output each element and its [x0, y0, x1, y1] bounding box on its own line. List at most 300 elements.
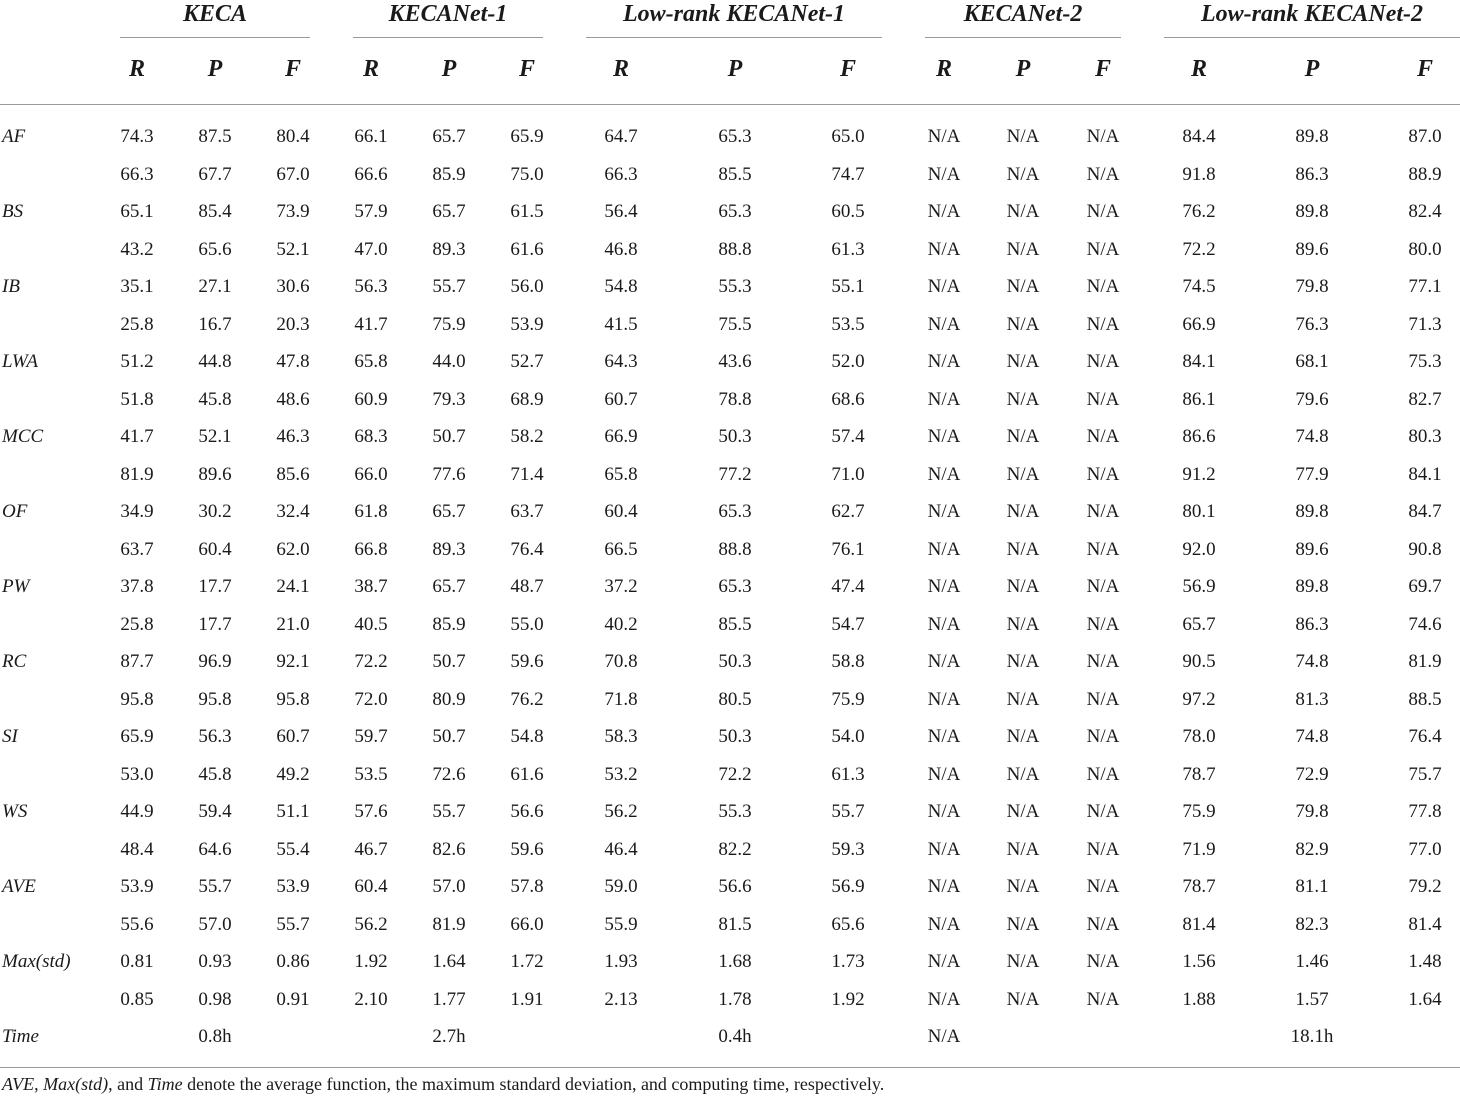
table-cell: N/A	[1006, 501, 1040, 522]
table-cell: 55.6	[120, 913, 154, 935]
table-cell: 45.8	[198, 763, 232, 785]
group-underline	[925, 37, 1121, 38]
table-cell: 60.9	[354, 388, 388, 410]
table-cell: 21.0	[276, 613, 310, 635]
table-cell: N/A	[1086, 726, 1120, 747]
table-cell: 78.7	[1182, 763, 1216, 785]
row-label: MCC	[2, 426, 44, 447]
table-cell: 62.7	[831, 501, 865, 522]
table-cell: 79.2	[1408, 876, 1442, 897]
column-header: F	[284, 56, 301, 82]
table-cell: 81.9	[432, 913, 466, 935]
table-cell: 56.4	[604, 201, 638, 222]
table-cell: 56.3	[354, 276, 388, 297]
table-cell: 46.3	[276, 426, 310, 447]
table-cell: N/A	[927, 126, 961, 147]
table-cell: 54.8	[604, 276, 638, 297]
table-cell: 55.3	[718, 801, 752, 822]
table-cell: 46.8	[604, 238, 638, 260]
table-cell: N/A	[927, 538, 961, 560]
table-cell: 80.1	[1182, 501, 1216, 522]
table-cell: 76.1	[831, 538, 865, 560]
table-cell: 88.9	[1408, 163, 1442, 185]
table-cell: 63.7	[120, 538, 154, 560]
table-cell: 47.8	[276, 351, 310, 372]
table-cell: 57.6	[354, 801, 388, 822]
table-cell: 65.7	[432, 201, 466, 222]
table-cell: 57.9	[354, 201, 388, 222]
table-cell: 43.6	[718, 351, 752, 372]
table-cell: N/A	[1086, 913, 1120, 935]
table-cell: 52.7	[510, 351, 544, 372]
table-cell: 1.92	[354, 951, 388, 972]
table-cell: 49.2	[276, 763, 310, 785]
table-cell: 77.0	[1408, 838, 1442, 860]
table-cell: 57.0	[198, 913, 232, 935]
table-cell: 68.6	[831, 388, 865, 410]
table-cell: 81.1	[1295, 876, 1329, 897]
column-header: R	[362, 56, 379, 82]
row-label: RC	[2, 651, 27, 672]
table-cell: 87.0	[1408, 126, 1442, 147]
table-cell: 50.3	[718, 426, 752, 447]
table-cell: 55.7	[276, 913, 310, 935]
table-cell: 61.6	[510, 763, 544, 785]
table-cell: N/A	[1006, 763, 1040, 785]
table-cell: 24.1	[276, 576, 310, 597]
group-underline	[353, 37, 543, 38]
table-cell: N/A	[1006, 463, 1040, 485]
table-cell: 86.6	[1182, 426, 1216, 447]
table-cell: 1.78	[718, 988, 752, 1010]
table-cell: 54.8	[510, 726, 544, 747]
table-footnote	[2, 1073, 884, 1095]
table-cell: N/A	[1006, 276, 1040, 297]
table-cell: 82.4	[1408, 201, 1442, 222]
table-cell: 55.4	[276, 838, 310, 860]
table-cell: 25.8	[120, 313, 154, 335]
column-header: F	[1094, 56, 1111, 82]
table-cell: 68.9	[510, 388, 544, 410]
table-cell: 75.9	[831, 688, 865, 710]
row-label: BS	[2, 201, 24, 222]
table-cell: 79.8	[1295, 276, 1329, 297]
table-cell: N/A	[1086, 651, 1120, 672]
table-cell: 59.6	[510, 838, 544, 860]
table-cell: 60.7	[604, 388, 638, 410]
table-cell: 53.0	[120, 763, 154, 785]
table-cell: 65.7	[432, 576, 466, 597]
table-cell: 55.3	[718, 276, 752, 297]
table-cell: 50.7	[432, 726, 466, 747]
table-cell: 66.1	[354, 126, 388, 147]
table-cell: 66.3	[604, 163, 638, 185]
table-cell: 68.1	[1295, 351, 1329, 372]
table-cell: 50.7	[432, 651, 466, 672]
table-cell: 82.9	[1295, 838, 1329, 860]
table-cell: 87.5	[198, 126, 232, 147]
table-cell: 53.2	[604, 763, 638, 785]
table-cell: 78.0	[1182, 726, 1216, 747]
table-cell: N/A	[927, 238, 961, 260]
table-cell: 89.6	[1295, 538, 1329, 560]
table-cell: 65.3	[718, 501, 752, 522]
table-cell: N/A	[1006, 426, 1040, 447]
table-cell: N/A	[1086, 313, 1120, 335]
table-cell: N/A	[1086, 163, 1120, 185]
table-cell: 64.6	[198, 838, 232, 860]
table-cell: 1.48	[1408, 951, 1442, 972]
table-cell: N/A	[927, 276, 961, 297]
table-cell: 61.6	[510, 238, 544, 260]
table-cell: 72.2	[1182, 238, 1216, 260]
group-header: KECANet-1	[388, 1, 508, 27]
table-cell: 58.8	[831, 651, 865, 672]
table-cell: N/A	[927, 838, 961, 860]
table-cell: 84.7	[1408, 501, 1442, 522]
column-header: F	[1416, 56, 1433, 82]
table-cell: 55.7	[198, 876, 232, 897]
table-cell: N/A	[1006, 313, 1040, 335]
table-cell: 37.8	[120, 576, 154, 597]
table-cell: 78.8	[718, 388, 752, 410]
table-cell: 53.9	[276, 876, 310, 897]
table-cell: 56.3	[198, 726, 232, 747]
table-cell: 52.0	[831, 351, 865, 372]
table-cell: 1.68	[718, 951, 752, 972]
table-cell: 1.64	[432, 951, 466, 972]
row-label: AVE	[2, 876, 36, 897]
table-cell: 61.5	[510, 201, 544, 222]
table-cell: N/A	[1086, 463, 1120, 485]
table-cell: 76.3	[1295, 313, 1329, 335]
table-cell: N/A	[927, 463, 961, 485]
table-cell: 1.92	[831, 988, 865, 1010]
table-cell: 65.6	[198, 238, 232, 260]
table-cell: 89.3	[432, 238, 466, 260]
table-cell: N/A	[927, 426, 961, 447]
table-cell: N/A	[1006, 988, 1040, 1010]
row-label: SI	[2, 726, 18, 747]
table-cell: 40.5	[354, 613, 388, 635]
table-cell: 65.8	[354, 351, 388, 372]
table-cell: 30.6	[276, 276, 310, 297]
table-cell: 0.91	[276, 988, 310, 1010]
footnote-term-time: Time	[147, 1074, 183, 1094]
table-cell: N/A	[927, 163, 961, 185]
table-cell: 51.1	[276, 801, 310, 822]
table-cell: 81.4	[1408, 913, 1442, 935]
table-cell: 57.0	[432, 876, 466, 897]
table-cell: 65.3	[718, 201, 752, 222]
table-cell: 54.7	[831, 613, 865, 635]
table-cell: 77.1	[1408, 276, 1442, 297]
table-cell: 75.7	[1408, 763, 1442, 785]
table-cell: 53.5	[831, 313, 865, 335]
column-header: P	[207, 56, 223, 82]
table-cell: 47.4	[831, 576, 865, 597]
table-cell: 45.8	[198, 388, 232, 410]
table-cell: N/A	[927, 801, 961, 822]
table-cell: 30.2	[198, 501, 232, 522]
table-cell: 56.9	[831, 876, 865, 897]
table-cell: 60.7	[276, 726, 310, 747]
table-cell: 1.64	[1408, 988, 1442, 1010]
table-cell: 95.8	[120, 688, 154, 710]
table-cell: N/A	[1006, 388, 1040, 410]
table-cell: N/A	[1086, 951, 1120, 972]
table-cell: 77.8	[1408, 801, 1442, 822]
table-cell: 75.3	[1408, 351, 1442, 372]
table-cell: N/A	[1086, 988, 1120, 1010]
table-cell: 17.7	[198, 576, 232, 597]
table-cell: 60.4	[198, 538, 232, 560]
table-cell: 66.9	[604, 426, 638, 447]
table-cell: 65.8	[604, 463, 638, 485]
table-cell: N/A	[1006, 238, 1040, 260]
table-cell: 55.7	[432, 276, 466, 297]
table-cell: N/A	[1006, 651, 1040, 672]
table-cell: 17.7	[198, 613, 232, 635]
table-cell: 16.7	[198, 313, 232, 335]
table-cell: 74.3	[120, 126, 154, 147]
column-header: P	[1015, 56, 1031, 82]
table-cell: 89.3	[432, 538, 466, 560]
table-cell: 65.7	[432, 501, 466, 522]
table-cell: 60.4	[354, 876, 388, 897]
table-cell: N/A	[1006, 913, 1040, 935]
table-cell: 84.1	[1182, 351, 1216, 372]
row-label: WS	[2, 801, 28, 822]
table-cell: 54.0	[831, 726, 865, 747]
table-cell: 71.4	[510, 463, 544, 485]
header-rule	[0, 104, 1460, 105]
table-cell: 55.9	[604, 913, 638, 935]
table-cell: 79.8	[1295, 801, 1329, 822]
footnote-sep-1: ,	[34, 1074, 44, 1094]
table-cell: 61.3	[831, 238, 865, 260]
table-cell: 59.3	[831, 838, 865, 860]
table-cell: N/A	[1086, 538, 1120, 560]
table-cell: 80.3	[1408, 426, 1442, 447]
table-cell: 50.3	[718, 726, 752, 747]
table-cell: 72.6	[432, 763, 466, 785]
table-cell: 79.6	[1295, 388, 1329, 410]
column-header: P	[1304, 56, 1320, 82]
table-cell: 80.5	[718, 688, 752, 710]
table-cell: N/A	[1086, 126, 1120, 147]
table-cell: 44.9	[120, 801, 154, 822]
group-underline	[1164, 37, 1460, 38]
table-cell: 57.8	[510, 876, 544, 897]
table-cell: 65.6	[831, 913, 865, 935]
table-cell: 51.2	[120, 351, 154, 372]
table-cell: 74.5	[1182, 276, 1216, 297]
footnote-term-ave: AVE	[2, 1074, 35, 1094]
row-label: LWA	[2, 351, 38, 372]
table-cell: 76.2	[1182, 201, 1216, 222]
table-cell: 2.13	[604, 988, 638, 1010]
table-cell: 76.2	[510, 688, 544, 710]
table-cell: N/A	[1006, 876, 1040, 897]
table-cell: 40.2	[604, 613, 638, 635]
time-cell: 0.4h	[718, 1026, 752, 1047]
table-cell: 0.81	[120, 951, 154, 972]
table-cell: 53.9	[510, 313, 544, 335]
table-cell: 41.7	[120, 426, 154, 447]
table-cell: 88.8	[718, 538, 752, 560]
column-header: R	[128, 56, 145, 82]
table-cell: 1.88	[1182, 988, 1216, 1010]
row-label: IB	[2, 276, 20, 297]
table-cell: 81.9	[120, 463, 154, 485]
table-cell: 34.9	[120, 501, 154, 522]
row-label: AF	[2, 126, 26, 147]
table-cell: N/A	[927, 388, 961, 410]
table-cell: 77.6	[432, 463, 466, 485]
table-cell: N/A	[1006, 801, 1040, 822]
table-cell: N/A	[1006, 838, 1040, 860]
table-cell: 90.8	[1408, 538, 1442, 560]
group-underline	[120, 37, 310, 38]
table-cell: 88.5	[1408, 688, 1442, 710]
table-cell: 82.7	[1408, 388, 1442, 410]
table-cell: 77.2	[718, 463, 752, 485]
table-cell: 65.3	[718, 576, 752, 597]
table-cell: 82.3	[1295, 913, 1329, 935]
time-cell: N/A	[927, 1026, 961, 1047]
table-cell: 86.3	[1295, 163, 1329, 185]
table-cell: N/A	[1006, 576, 1040, 597]
table-cell: 66.6	[354, 163, 388, 185]
table-cell: 85.5	[718, 613, 752, 635]
table-cell: 56.0	[510, 276, 544, 297]
table-cell: N/A	[927, 613, 961, 635]
table-cell: 74.8	[1295, 651, 1329, 672]
row-label: OF	[2, 501, 28, 522]
table-cell: 73.9	[276, 201, 310, 222]
table-cell: 56.2	[354, 913, 388, 935]
table-cell: N/A	[927, 501, 961, 522]
table-cell: N/A	[927, 688, 961, 710]
column-header: P	[727, 56, 743, 82]
table-cell: N/A	[927, 351, 961, 372]
table-cell: 58.3	[604, 726, 638, 747]
table-cell: N/A	[927, 876, 961, 897]
table-cell: 64.7	[604, 126, 638, 147]
table-cell: 95.8	[198, 688, 232, 710]
table-cell: 2.10	[354, 988, 388, 1010]
table-cell: N/A	[1086, 276, 1120, 297]
table-cell: 55.7	[432, 801, 466, 822]
table-cell: 85.6	[276, 463, 310, 485]
row-label-time: Time	[2, 1026, 39, 1047]
table-cell: 62.0	[276, 538, 310, 560]
table-cell: 1.72	[510, 951, 544, 972]
table-cell: 56.9	[1182, 576, 1216, 597]
table-cell: 65.7	[432, 126, 466, 147]
table-cell: N/A	[927, 988, 961, 1010]
table-cell: 60.4	[604, 501, 638, 522]
table-cell: 66.0	[354, 463, 388, 485]
table-cell: 91.8	[1182, 163, 1216, 185]
table-cell: 56.2	[604, 801, 638, 822]
table-cell: 63.7	[510, 501, 544, 522]
table-cell: 81.9	[1408, 651, 1442, 672]
table-cell: 80.4	[276, 126, 310, 147]
table-cell: 43.2	[120, 238, 154, 260]
table-cell: 66.9	[1182, 313, 1216, 335]
table-cell: 66.8	[354, 538, 388, 560]
table-cell: 41.5	[604, 313, 638, 335]
table-cell: N/A	[1006, 163, 1040, 185]
time-cell: 0.8h	[198, 1026, 232, 1047]
table-cell: 89.6	[198, 463, 232, 485]
table-cell: 88.8	[718, 238, 752, 260]
table-cell: 46.4	[604, 838, 638, 860]
table-cell: 20.3	[276, 313, 310, 335]
table-cell: 72.2	[718, 763, 752, 785]
table-cell: 56.6	[510, 801, 544, 822]
table-cell: 86.3	[1295, 613, 1329, 635]
table-cell: 35.1	[120, 276, 154, 297]
table-cell: 60.5	[831, 201, 865, 222]
table-cell: 72.2	[354, 651, 388, 672]
table-cell: 71.0	[831, 463, 865, 485]
table-cell: 1.56	[1182, 951, 1216, 972]
table-cell: N/A	[1006, 201, 1040, 222]
table-cell: 82.2	[718, 838, 752, 860]
table-cell: 95.8	[276, 688, 310, 710]
table-cell: 72.0	[354, 688, 388, 710]
table-cell: 50.3	[718, 651, 752, 672]
table-cell: N/A	[1086, 613, 1120, 635]
table-cell: N/A	[1086, 576, 1120, 597]
table-cell: 50.7	[432, 426, 466, 447]
table-cell: 69.7	[1408, 576, 1442, 597]
table-cell: 70.8	[604, 651, 638, 672]
table-cell: N/A	[1006, 688, 1040, 710]
table-cell: 53.5	[354, 763, 388, 785]
table-cell: 32.4	[276, 501, 310, 522]
table-cell: 1.46	[1295, 951, 1329, 972]
table-cell: 75.9	[1182, 801, 1216, 822]
table-cell: 80.0	[1408, 238, 1442, 260]
table-cell: N/A	[1086, 688, 1120, 710]
footnote-sep-2: , and	[108, 1074, 148, 1094]
table-cell: N/A	[927, 763, 961, 785]
table-cell: N/A	[927, 651, 961, 672]
table-cell: 61.8	[354, 501, 388, 522]
table-cell: 55.0	[510, 613, 544, 635]
table-cell: 67.7	[198, 163, 232, 185]
table-cell: 1.77	[432, 988, 466, 1010]
table-cell: 82.6	[432, 838, 466, 860]
table-cell: 92.0	[1182, 538, 1216, 560]
group-header: KECANet-2	[963, 1, 1083, 27]
table-cell: 37.2	[604, 576, 638, 597]
group-underline	[586, 37, 882, 38]
footnote-text: denote the average function, the maximum standard deviation, and computing time, respectively.	[182, 1074, 885, 1094]
table-cell: 1.57	[1295, 988, 1329, 1010]
table-cell: 0.86	[276, 951, 310, 972]
table-cell: 27.1	[198, 276, 232, 297]
table-cell: 89.8	[1295, 501, 1329, 522]
table-cell: 53.9	[120, 876, 154, 897]
table-cell: 0.93	[198, 951, 232, 972]
table-cell: 59.6	[510, 651, 544, 672]
table-cell: 96.9	[198, 651, 232, 672]
